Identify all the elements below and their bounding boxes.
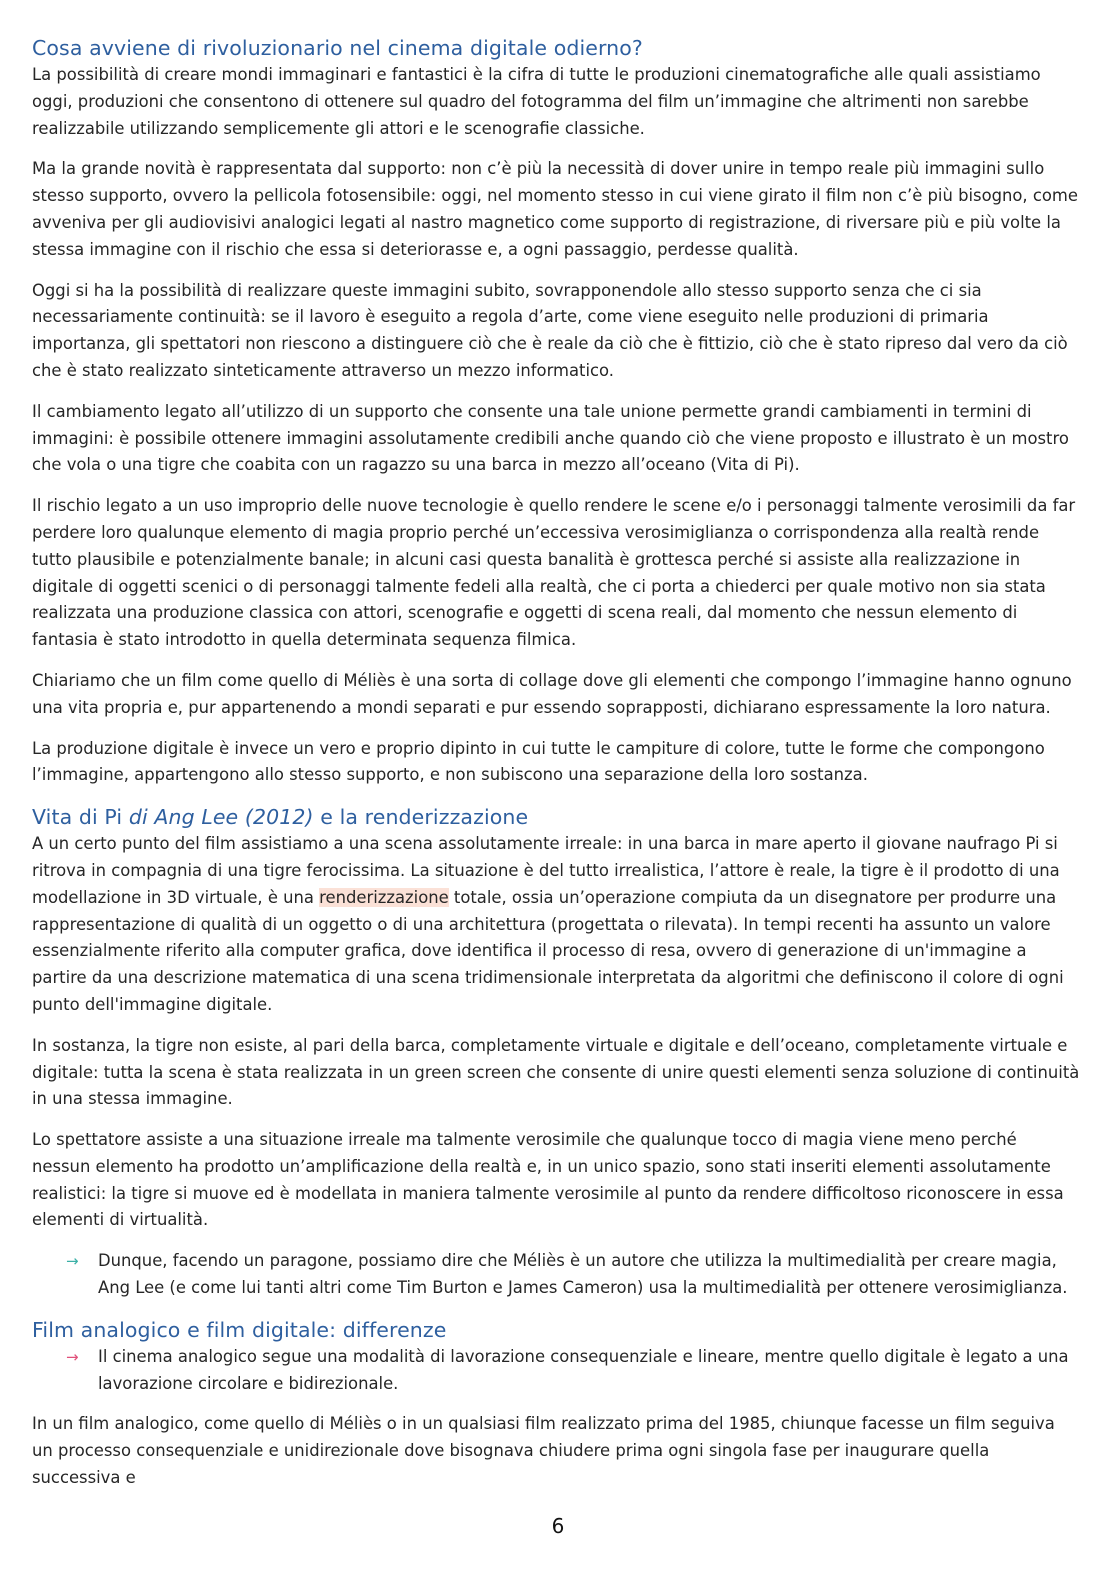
section-heading-life-of-pi <box>32 803 1080 831</box>
bullet-text: Dunque, facendo un paragone, possiamo dire che Méliès è un autore che utilizza la multimedialità per creare magia, Ang Lee (e come lui tanti altri come Tim Burton e James Cameron) usa la multimedialità per ottenere verosimiglianza. <box>98 1251 1068 1298</box>
paragraph: Il cambiamento legato all’utilizzo di un supporto che consente una tale unione permette grandi cambiamenti in termini di immagini: è possibile ottenere immagini assolutamente credibili anche quando ciò che viene proposto e illustrato è un mostro che vola o una tigre che coabita con un ragazzo su una barca in mezzo all’oceano (Vita di Pi). <box>32 401 1069 475</box>
arrow-right-icon: → <box>66 1252 79 1271</box>
arrow-right-icon: → <box>66 1347 79 1366</box>
paragraph: Chiariamo che un film come quello di Méliès è una sorta di collage dove gli elementi che compongo l’immagine hanno ognuno una vita propria e, pur appartenendo a mondi separati e pur essendo soprapposti, dichiarano espressamente la loro natura. <box>32 670 1072 717</box>
paragraph-text: totale, ossia un’operazione compiuta da un disegnatore per produrre una rappresentazione di qualità di un oggetto o di una architettura (progettata o rilevata). In tempi recenti ha assunto un valore essenzialmente riferito alla computer grafica, dove identifica il processo di resa, ovvero di generazione di un'immagine a partire da una descrizione matematica di una scena tridimensionale interpretata da algoritmi che definiscono il colore di ogni punto dell'immagine digitale. <box>32 887 1064 1014</box>
paragraph: In un film analogico, come quello di Méliès o in un qualsiasi film realizzato prima del 1985, chiunque facesse un film seguiva un processo consequenziale e unidirezionale dove bisognava chiudere prima ogni singola fase per inaugurare quella successiva e <box>32 1414 1055 1488</box>
heading-topic-part: e la renderizzazione <box>313 805 529 830</box>
paragraph: La produzione digitale è invece un vero e proprio dipinto in cui tutte le campiture di colore, tutte le forme che compongono l’immagine, appartengono allo stesso supporto, e non subiscono una separazione della loro sostanza. <box>32 738 1045 785</box>
paragraph: La possibilità di creare mondi immaginari e fantastici è la cifra di tutte le produzioni cinematografiche alle quali assistiamo oggi, produzioni che consentono di ottenere sul quadro del fotogramma del film un’immagine che altrimenti non sarebbe realizzabile utilizzando semplicemente gli attori e le scenografie classiche. <box>32 65 1041 138</box>
heading-title-part: Vita di Pi <box>32 805 129 830</box>
highlighted-term: renderizzazione <box>319 887 449 907</box>
arrow-bullet <box>66 1344 1080 1398</box>
paragraph-text: A un certo punto del film assistiamo a una scena assolutamente irreale: in una barca in mare aperto il giovane naufrago Pi si ritrova in compagnia di una tigre ferocissima. La situazione è del tutto irrealistica, l’attore è reale, la tigre è il prodotto di una modellazione in 3D virtuale, è una <box>32 834 1060 907</box>
section-heading-analog-vs-digital: Film analogico e film digitale: differenze <box>32 1317 447 1342</box>
section-heading-revolution: Cosa avviene di rivoluzionario nel cinema digitale odierno? <box>32 36 643 60</box>
paragraph: Oggi si ha la possibilità di realizzare queste immagini subito, sovrapponendole allo stesso supporto senza che ci sia necessariamente continuità: se il lavoro è eseguito a regola d’arte, come viene eseguito nelle produzioni di primaria importanza, gli spettatori non riescono a distinguere ciò che è reale da ciò che è fittizio, ciò che è stato ripreso dal vero da ciò che è stato realizzato sinteticamente attraverso un mezzo informatico. <box>32 280 1068 380</box>
paragraph: Ma la grande novità è rappresentata dal supporto: non c’è più la necessità di dover unire in tempo reale più immagini sullo stesso supporto, ovvero la pellicola fotosensibile: oggi, nel momento stesso in cui viene girato il film non c’è più bisogno, come avveniva per gli audiovisivi analogici legati al nastro magnetico come supporto di registrazione, di riversare più e più volte la stessa immagine con il rischio che essa si deteriorasse e, a ogni passaggio, perdesse qualità. <box>32 159 1078 259</box>
bullet-text: Il cinema analogico segue una modalità di lavorazione consequenziale e lineare, mentre quello digitale è legato a una lavorazione circolare e bidirezionale. <box>98 1346 1069 1393</box>
arrow-bullet <box>66 1248 1080 1302</box>
heading-director-italic: di Ang Lee (2012) <box>128 805 314 830</box>
paragraph-rendering <box>32 831 1080 1019</box>
page-number: 6 <box>551 1514 565 1538</box>
paragraph: Lo spettatore assiste a una situazione irreale ma talmente verosimile che qualunque tocco di magia viene meno perché nessun elemento ha prodotto un’amplificazione della realtà e, in un unico spazio, sono stati inseriti elementi assolutamente realistici: la tigre si muove ed è modellata in maniera talmente verosimile al punto da rendere difficoltoso riconoscere in essa elementi di virtualità. <box>32 1130 1064 1230</box>
page-content <box>32 34 1080 1506</box>
paragraph: In sostanza, la tigre non esiste, al pari della barca, completamente virtuale e digitale e dell’oceano, completamente virtuale e digitale: tutta la scena è stata realizzata in un green screen che consente di unire questi elementi senza soluzione di continuità in una stessa immagine. <box>32 1035 1080 1109</box>
paragraph: Il rischio legato a un uso improprio delle nuove tecnologie è quello rendere le scene e/o i personaggi talmente verosimili da far perdere loro qualunque elemento di magia proprio perché un’eccessiva verosimiglianza o corrispondenza alla realtà rende tutto plausibile e potenzialmente banale; in alcuni casi questa banalità è grottesca perché si assiste alla realizzazione in digitale di oggetti scenici o di personaggi talmente fedeli alla realtà, che ci porta a chiederci per quale motivo non sia stata realizzata una produzione classica con attori, scenografie e oggetti di scena reali, dal momento che nessun elemento di fantasia è stato introdotto in quella determinata sequenza filmica. <box>32 496 1076 650</box>
